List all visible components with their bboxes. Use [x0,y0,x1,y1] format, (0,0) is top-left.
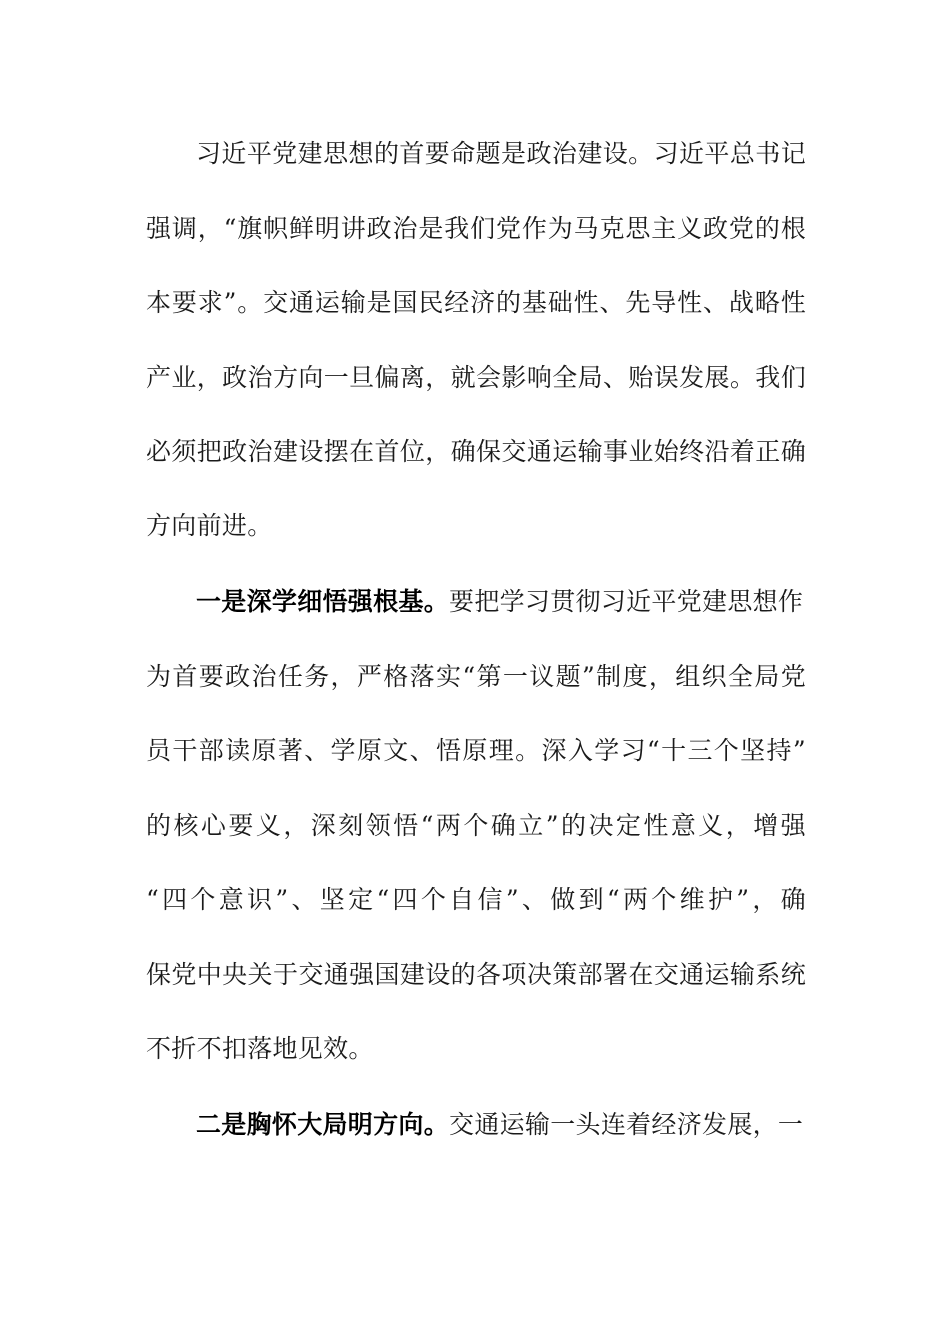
paragraph-2-line-2: 为首要政治任务，严格落实“第一议题”制度，组织全局党 [146,662,806,691]
paragraph-3-first-rest: 交通运输一头连着经济发展，一 [449,1110,804,1139]
paragraph-1-line-5: 必须把政治建设摆在首位，确保交通运输事业始终沿着正确 [146,437,806,466]
paragraph-1-line-1: 习近平党建思想的首要命题是政治建设。习近平总书记 [196,139,806,168]
paragraph-2-line-7: 不折不扣落地见效。 [146,1034,374,1063]
paragraph-1-line-2: 强调，“旗帜鲜明讲政治是我们党作为马克思主义政党的根 [146,214,806,243]
paragraph-2-line-1 [196,582,806,622]
paragraph-3-line-1 [196,1105,806,1145]
paragraph-3-heading: 二是胸怀大局明方向。 [196,1110,450,1139]
paragraph-2-first-rest: 要把学习贯彻习近平党建思想作 [449,587,804,616]
paragraph-2-line-5: “四个意识”、坚定“四个自信”、做到“两个维护”，确 [146,885,806,914]
paragraph-1-line-4: 产业，政治方向一旦偏离，就会影响全局、贻误发展。我们 [146,363,806,392]
paragraph-2-line-6: 保党中央关于交通强国建设的各项决策部署在交通运输系统 [146,960,806,989]
paragraph-2-line-3: 员干部读原著、学原文、悟原理。深入学习“十三个坚持” [146,736,806,765]
paragraph-1-line-3: 本要求”。交通运输是国民经济的基础性、先导性、战略性 [146,288,806,317]
paragraph-2-line-4: 的核心要义，深刻领悟“两个确立”的决定性意义，增强 [146,811,806,840]
paragraph-1-line-6: 方向前进。 [146,511,273,540]
paragraph-2-heading: 一是深学细悟强根基。 [196,587,450,616]
